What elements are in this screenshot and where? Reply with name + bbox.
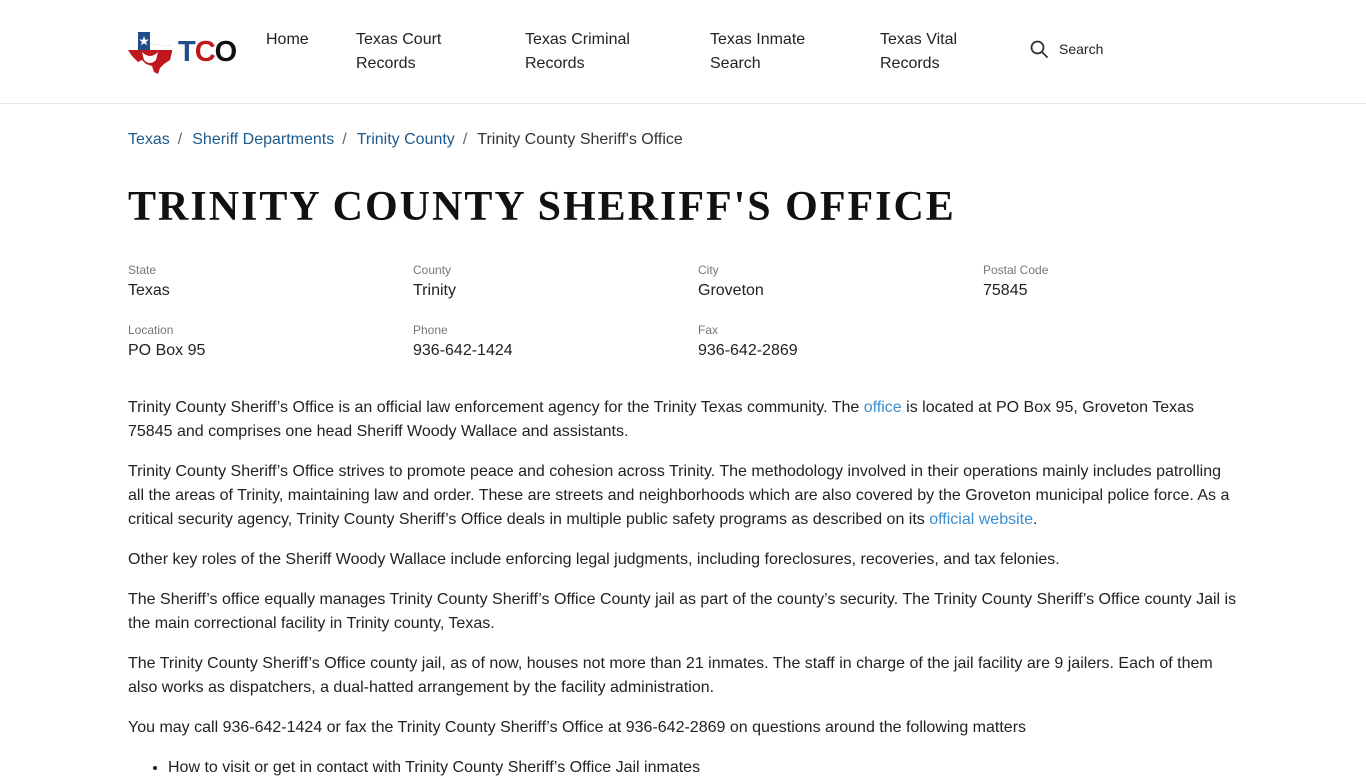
breadcrumb-separator: /: [462, 131, 468, 148]
breadcrumb-trinity-county[interactable]: Trinity County: [356, 131, 455, 148]
paragraph-intro: Trinity County Sheriff’s Office is an official law enforcement agency for the Trinity Texas community. The office is located at PO Box 95, Groveton Texas 75845 and comprises one head Sheriff Woody Wallace and assistants.: [128, 399, 1194, 440]
site-logo[interactable]: [128, 30, 236, 74]
texas-flag-icon: [128, 30, 174, 74]
article-body: [128, 396, 1240, 780]
info-location: Location PO Box 95: [128, 323, 206, 359]
info-phone: Phone 936-642-1424: [413, 323, 513, 359]
nav-home[interactable]: Home: [266, 31, 309, 48]
site-header: [0, 0, 1366, 104]
paragraph-contact: You may call 936-642-1424 or fax the Trinity County Sheriff’s Office at 936-642-2869 on questions around the following matters: [128, 719, 1027, 736]
info-city: City Groveton: [698, 263, 764, 299]
info-postal-code: Postal Code 75845: [983, 263, 1049, 299]
breadcrumb-separator: /: [177, 131, 183, 148]
breadcrumb-separator: /: [342, 131, 347, 148]
paragraph-jail: The Sheriff’s office equally manages Trinity County Sheriff’s Office County jail as part of the county’s security. The Trinity County Sheriff’s Office county Jail is the main correctional facility in Trinity county, Texas.: [128, 591, 1237, 632]
info-state: State Texas: [128, 263, 170, 299]
paragraph-capacity: The Trinity County Sheriff’s Office county jail, as of now, houses not more than 21 inmates. The staff in charge of the jail facility are 9 jailers. Each of them also works as dispatchers, a dual-hatted arrangement by the facility administration.: [128, 655, 1213, 696]
contact-topics-list: [168, 756, 1240, 780]
info-fax: Fax 936-642-2869: [698, 323, 798, 359]
breadcrumb-current: Trinity County Sheriff's Office: [477, 131, 683, 148]
info-county: County Trinity: [413, 263, 456, 299]
page-title: TRINITY COUNTY SHERIFF'S OFFICE: [128, 184, 956, 230]
logo-wordmark: TCO: [178, 36, 237, 68]
nav-texas-court-records[interactable]: Texas Court Records: [356, 31, 442, 72]
nav-texas-inmate-search[interactable]: Texas Inmate Search: [710, 31, 806, 72]
search-label: Search: [1059, 41, 1104, 57]
paragraph-mission: Trinity County Sheriff’s Office strives to promote peace and cohesion across Trinity. The methodology involved in their operations mainly includes patrolling all the areas of Trinity, maintaining law and order. These are streets and neighborhoods which are also covered by the Groveton municipal police force. As a critical security agency, Trinity County Sheriff’s Office deals in multiple public safety programs as described on its official website.: [128, 463, 1230, 528]
nav-texas-criminal-records[interactable]: Texas Criminal Records: [525, 31, 630, 72]
paragraph-roles: Other key roles of the Sheriff Woody Wallace include enforcing legal judgments, including foreclosures, recoveries, and tax felonies.: [128, 551, 1060, 568]
breadcrumb-sheriff-departments[interactable]: Sheriff Departments: [192, 131, 335, 148]
office-link[interactable]: office: [863, 399, 902, 416]
list-item: • How to visit or get in contact with Trinity County Sheriff’s Office Jail inmates: [168, 756, 1240, 780]
official-website-link[interactable]: official website: [929, 511, 1033, 528]
nav-texas-vital-records[interactable]: Texas Vital Records: [880, 31, 958, 72]
breadcrumb: [128, 130, 683, 150]
breadcrumb-texas[interactable]: Texas: [128, 131, 170, 148]
search-button[interactable]: [1030, 40, 1103, 58]
search-icon: [1030, 40, 1048, 58]
